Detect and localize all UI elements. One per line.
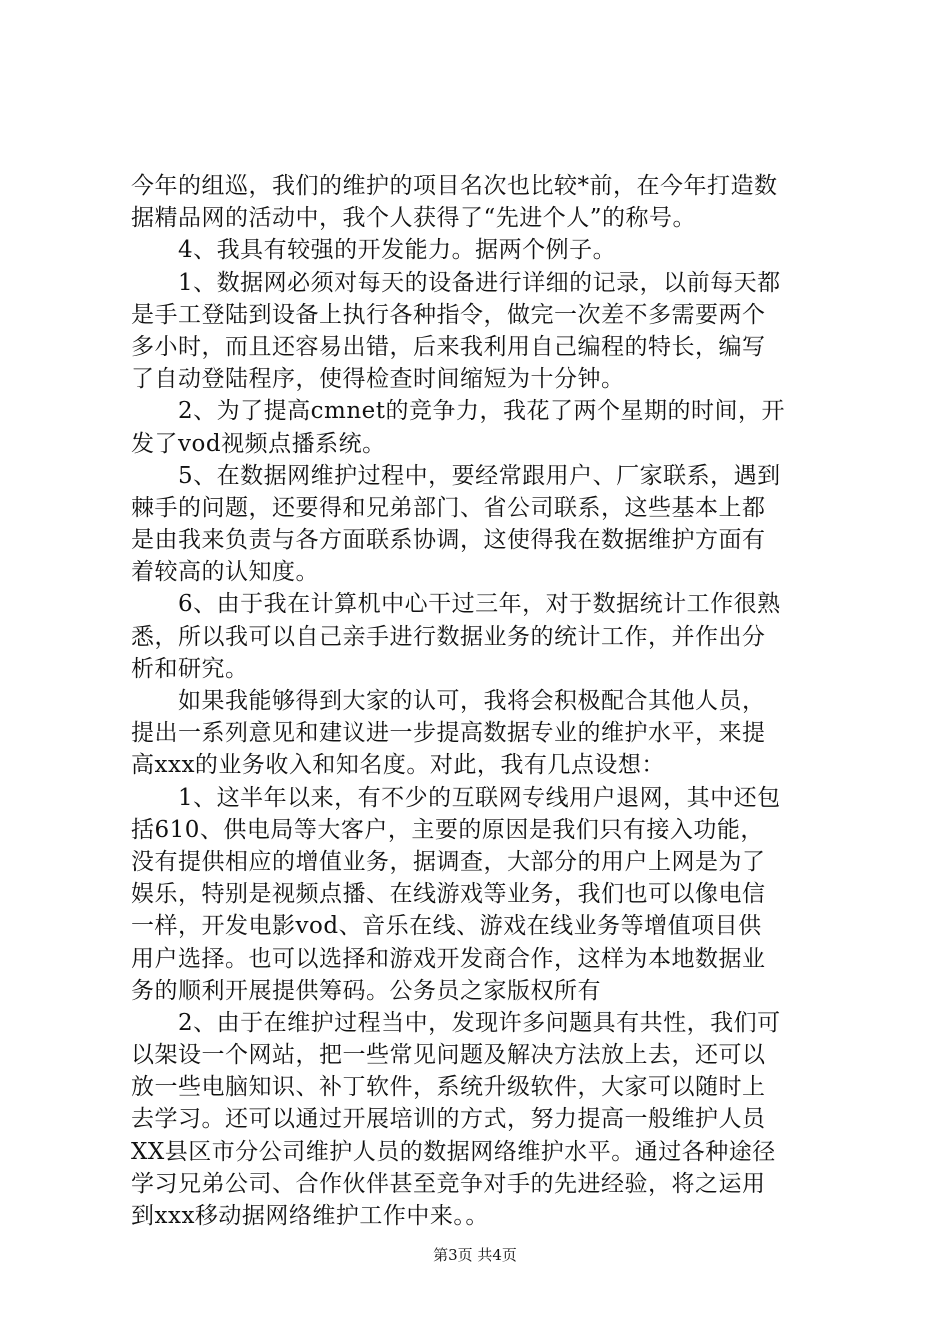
- page-number-footer: 第3页 共4页: [433, 1246, 517, 1264]
- text-line: 没有提供相应的增值业务，据调查，大部分的用户上网是为了: [131, 848, 766, 875]
- text-line: 析和研究。: [131, 655, 249, 682]
- text-line: 到xxx移动据网络维护工作中来。。: [131, 1203, 489, 1229]
- text-line: 1、数据网必须对每天的设备进行详细的记录，以前每天都: [131, 269, 781, 296]
- text-line: 6、由于我在计算机中心干过三年，对于数据统计工作很熟: [131, 591, 781, 618]
- text-line: 一样，开发电影vod、音乐在线、游戏在线业务等增值项目供: [131, 913, 762, 940]
- text-line: 5、在数据网维护过程中，要经常跟用户、厂家联系，遇到: [131, 462, 781, 489]
- text-line: 据精品网的活动中，我个人获得了“先进个人”的称号。: [131, 205, 697, 232]
- text-line: 2、由于在维护过程当中，发现许多问题具有共性，我们可: [131, 1009, 781, 1036]
- text-line: 发了vod视频点播系统。: [131, 430, 386, 457]
- text-line: 去学习。还可以通过开展培训的方式，努力提高一般维护人员: [131, 1106, 766, 1133]
- text-line: XX县区市分公司维护人员的数据网络维护水平。通过各种途径: [131, 1138, 776, 1165]
- text-line: 括610、供电局等大客户，主要的原因是我们只有接入功能，: [131, 816, 764, 843]
- text-line: 了自动登陆程序，使得检查时间缩短为十分钟。: [131, 366, 625, 393]
- text-line: 1、这半年以来，有不少的互联网专线用户退网，其中还包: [131, 784, 781, 811]
- text-line: 务的顺利开展提供筹码。公务员之家版权所有: [131, 977, 601, 1004]
- text-line: 是手工登陆到设备上执行各种指令，做完一次差不多需要两个: [131, 301, 766, 328]
- document-body: [131, 170, 831, 1232]
- text-line: 今年的组巡，我们的维护的项目名次也比较*前，在今年打造数: [131, 173, 778, 199]
- text-line: 如果我能够得到大家的认可，我将会积极配合其他人员，: [131, 688, 766, 714]
- text-line: 高xxx的业务收入和知名度。对此，我有几点设想：: [131, 752, 665, 779]
- text-line: 着较高的认知度。: [131, 559, 319, 586]
- text-line: 娱乐，特别是视频点播、在线游戏等业务，我们也可以像电信: [131, 881, 766, 908]
- text-line: 多小时，而且还容易出错，后来我利用自己编程的特长，编写: [131, 333, 766, 360]
- text-line: 棘手的问题，还要得和兄弟部门、省公司联系，这些基本上都: [131, 494, 766, 521]
- text-line: 提出一系列意见和建议进一步提高数据专业的维护水平，来提: [131, 720, 766, 747]
- text-line: 学习兄弟公司、合作伙伴甚至竞争对手的先进经验，将之运用: [131, 1170, 766, 1197]
- text-line: 放一些电脑知识、补丁软件，系统升级软件，大家可以随时上: [131, 1074, 766, 1101]
- text-line: 以架设一个网站，把一些常见问题及解决方法放上去，还可以: [131, 1042, 766, 1069]
- text-line: 悉，所以我可以自己亲手进行数据业务的统计工作，并作出分: [131, 623, 766, 650]
- text-line: 2、为了提高cmnet的竞争力，我花了两个星期的时间，开: [131, 398, 785, 425]
- text-line: 是由我来负责与各方面联系协调，这使得我在数据维护方面有: [131, 527, 766, 554]
- text-line: 用户选择。也可以选择和游戏开发商合作，这样为本地数据业: [131, 945, 766, 972]
- text-line: 4、我具有较强的开发能力。据两个例子。: [131, 237, 617, 264]
